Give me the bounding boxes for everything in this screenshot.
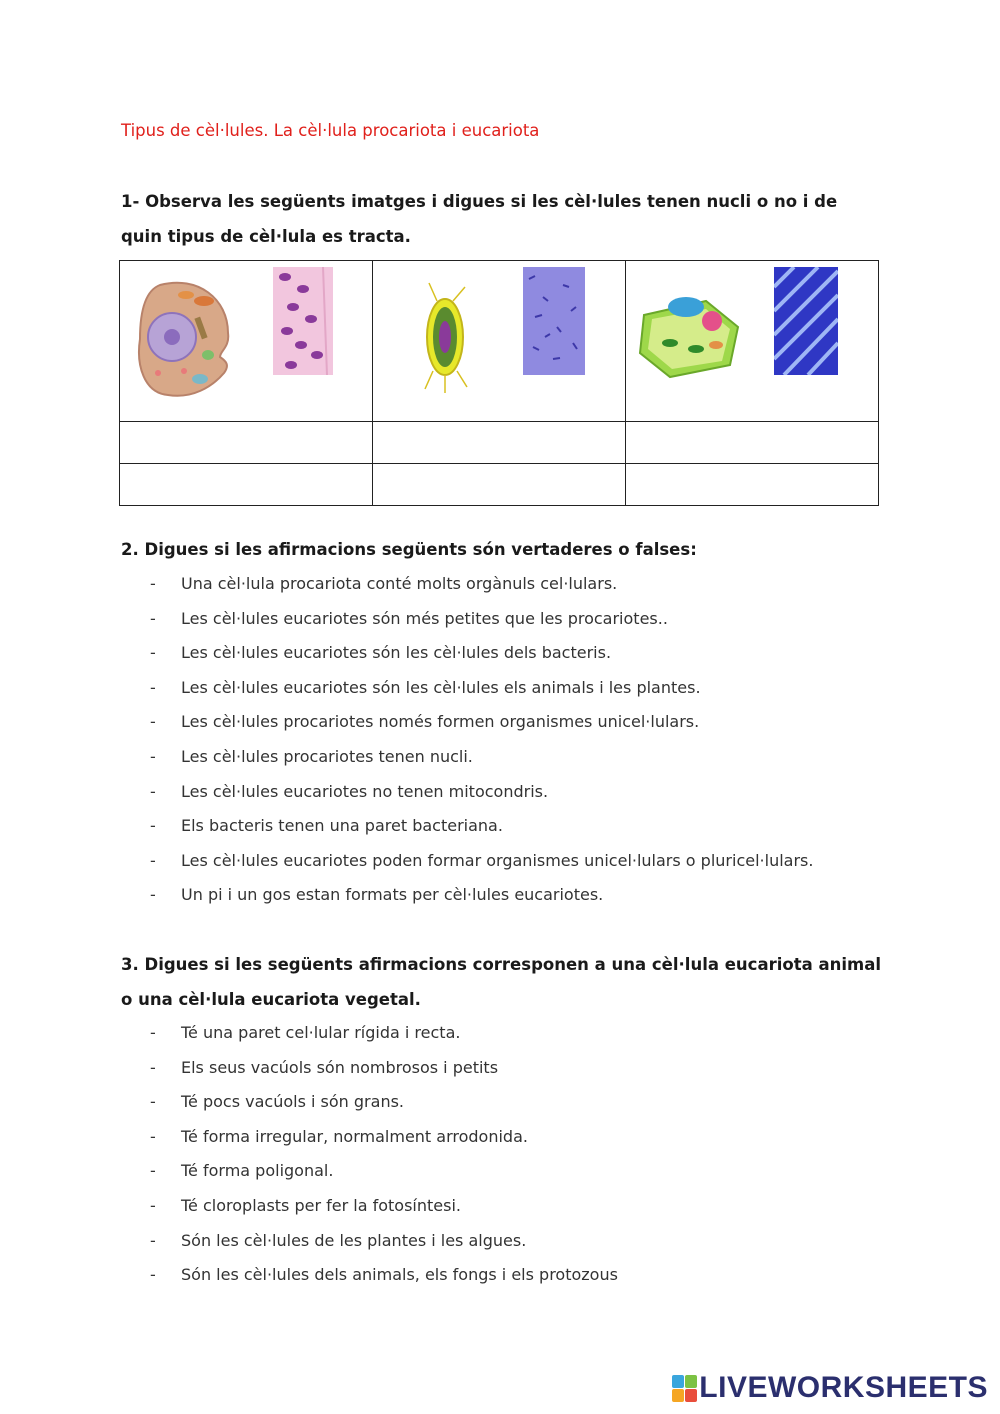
statement-text: Les cèl·lules eucariotes són les cèl·lules els animals i les plantes.	[181, 677, 701, 697]
bullet-dash: -	[150, 781, 156, 801]
statement-text: Els bacteris tenen una paret bacteriana.	[181, 816, 503, 836]
list-item	[150, 1224, 618, 1259]
statement-text: Té pocs vacúols i són grans.	[181, 1092, 404, 1112]
bullet-dash: -	[150, 1092, 156, 1112]
cells-table	[119, 260, 879, 506]
statement-text: Té forma poligonal.	[181, 1161, 334, 1181]
bullet-dash: -	[150, 712, 156, 732]
statement-text: Són les cèl·lules de les plantes i les algues.	[181, 1230, 527, 1250]
statement-text: Les cèl·lules eucariotes no tenen mitocondris.	[181, 781, 549, 801]
bullet-dash: -	[150, 850, 156, 870]
true-false-list	[150, 567, 813, 913]
list-item	[150, 809, 813, 844]
list-item	[150, 1051, 618, 1086]
statement-text: Una cèl·lula procariota conté molts orgànuls cel·lulars.	[181, 574, 618, 593]
statement-text: Té forma irregular, normalment arrodonida.	[181, 1126, 528, 1146]
statement-text: Són les cèl·lules dels animals, els fongs i els protozous	[181, 1265, 618, 1285]
statement-text: Les cèl·lules procariotes tenen nucli.	[181, 746, 473, 766]
answer-cell[interactable]	[373, 464, 626, 506]
list-item	[150, 878, 813, 913]
logo-mark-icon	[672, 1375, 696, 1401]
cell-column-3	[626, 261, 879, 422]
list-item	[150, 775, 813, 810]
list-item	[150, 740, 813, 775]
list-item	[150, 602, 813, 637]
statement-text: Els seus vacúols són nombrosos i petits	[181, 1057, 499, 1077]
bullet-dash: -	[150, 816, 156, 836]
logo-text: LIVEWORKSHEETS	[699, 1371, 988, 1404]
list-item	[150, 1154, 618, 1189]
bacteria-micrograph	[523, 267, 585, 375]
answer-cell[interactable]	[626, 464, 879, 506]
list-item	[150, 671, 813, 706]
question-1: 1- Observa les següents imatges i digues si les cèl·lules tenen nucli o no i de quin tipus de cèl·lula es tracta.	[121, 192, 838, 246]
answer-cell[interactable]	[120, 422, 373, 464]
answer-cell[interactable]	[373, 422, 626, 464]
bacteria-image	[373, 261, 626, 417]
list-item	[150, 1120, 618, 1155]
plant-cell-image	[626, 261, 879, 417]
bullet-dash: -	[150, 885, 156, 905]
bullet-dash: -	[150, 746, 156, 766]
liveworksheets-logo	[672, 1371, 988, 1405]
epithelial-tissue-micrograph	[273, 267, 333, 375]
cell-column-1	[120, 261, 373, 422]
list-item	[150, 705, 813, 740]
image-row	[120, 261, 879, 422]
bullet-dash: -	[150, 608, 156, 628]
list-item	[150, 1085, 618, 1120]
animal-cell-image	[120, 261, 373, 417]
list-item	[150, 1258, 618, 1293]
list-item	[150, 636, 813, 671]
bullet-dash: -	[150, 1161, 156, 1181]
plant-tissue-micrograph	[774, 267, 838, 375]
bullet-dash: -	[150, 574, 156, 593]
bullet-dash: -	[150, 1023, 156, 1042]
statement-text: Les cèl·lules eucariotes poden formar organismes unicel·lulars o pluricel·lulars.	[181, 850, 814, 870]
worksheet-title: Tipus de cèl·lules. La cèl·lula procariota i eucariota	[121, 121, 540, 140]
statement-text: Les cèl·lules procariotes només formen organismes unicel·lulars.	[181, 712, 700, 732]
list-item	[150, 567, 813, 602]
bullet-dash: -	[150, 643, 156, 663]
answer-row-2	[120, 464, 879, 506]
animal-plant-list	[150, 1016, 618, 1293]
question-2: 2. Digues si les afirmacions següents són vertaderes o falses:	[121, 540, 697, 559]
statement-text: Les cèl·lules eucariotes són les cèl·lules dels bacteris.	[181, 643, 612, 663]
answer-cell[interactable]	[120, 464, 373, 506]
list-item	[150, 1016, 618, 1051]
bullet-dash: -	[150, 677, 156, 697]
statement-text: Té una paret cel·lular rígida i recta.	[181, 1023, 461, 1042]
answer-cell[interactable]	[626, 422, 879, 464]
bullet-dash: -	[150, 1126, 156, 1146]
list-item	[150, 844, 813, 879]
bullet-dash: -	[150, 1265, 156, 1285]
bullet-dash: -	[150, 1057, 156, 1077]
question-3: 3. Digues si les següents afirmacions corresponen a una cèl·lula eucariota animal o una cèl·lula eucariota vegetal.	[121, 955, 881, 1009]
bullet-dash: -	[150, 1230, 156, 1250]
statement-text: Les cèl·lules eucariotes són més petites que les procariotes..	[181, 608, 668, 628]
cell-column-2	[373, 261, 626, 422]
statement-text: Un pi i un gos estan formats per cèl·lules eucariotes.	[181, 885, 604, 905]
bullet-dash: -	[150, 1195, 156, 1215]
answer-row-1	[120, 422, 879, 464]
list-item	[150, 1189, 618, 1224]
statement-text: Té cloroplasts per fer la fotosíntesi.	[181, 1195, 461, 1215]
